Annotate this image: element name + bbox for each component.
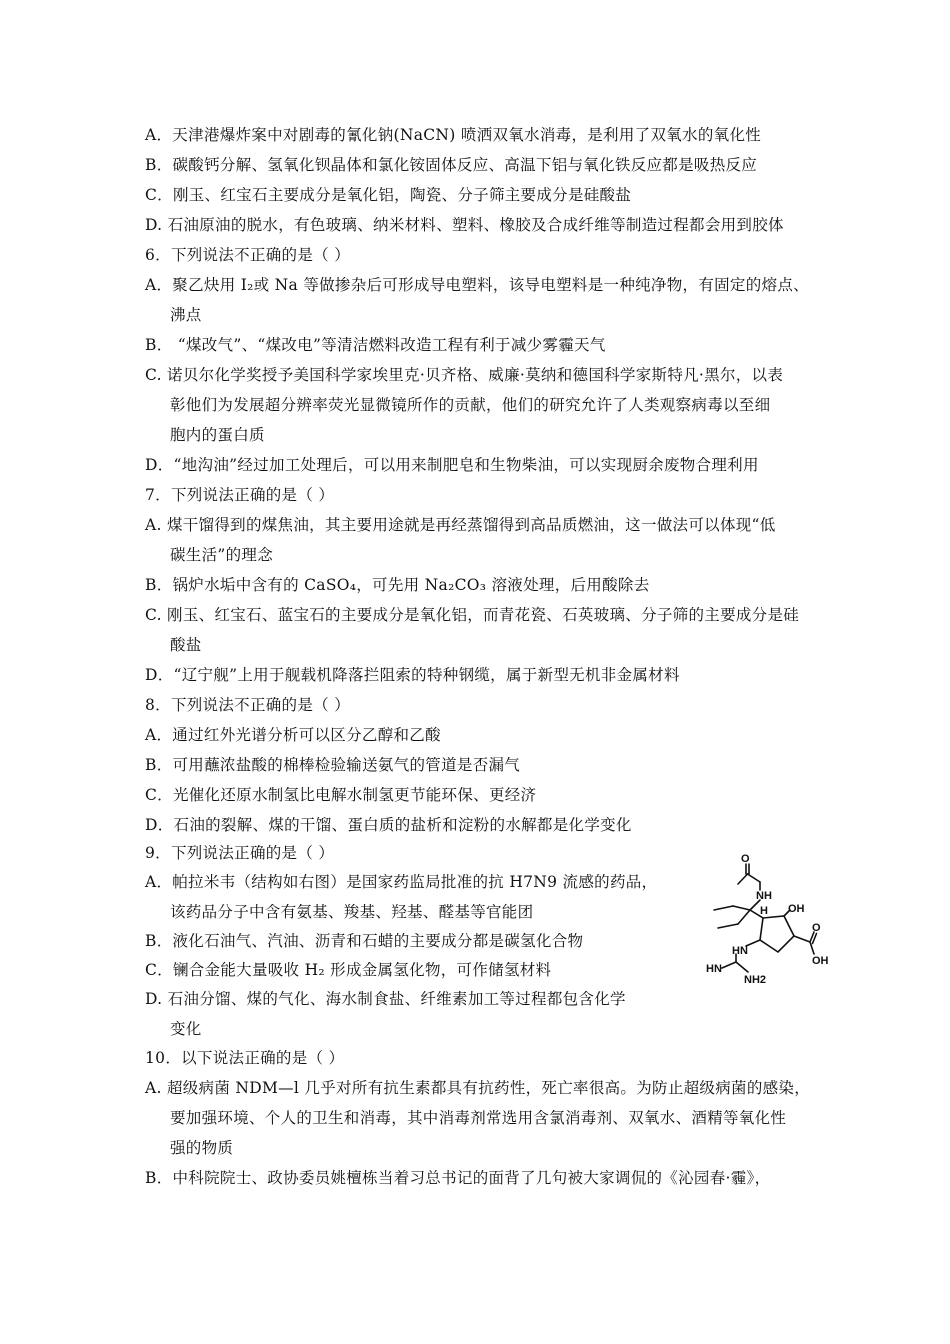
- option-5a: A．天津港爆炸案中对剧毒的氰化钠(NaCN) 喷洒双氧水消毒，是利用了双氧水的氧化性: [145, 126, 762, 144]
- option-8b: B．可用蘸浓盐酸的棉棒检验输送氨气的管道是否漏气: [145, 756, 521, 774]
- option-8a: A．通过红外光谱分析可以区分乙醇和乙酸: [145, 726, 441, 744]
- option-10a-cont2: 强的物质: [170, 1139, 234, 1157]
- option-5d: D. 石油原油的脱水，有色玻璃、纳米材料、塑料、橡胶及合成纤维等制造过程都会用到胶体: [145, 216, 784, 234]
- option-6a-cont: 沸点: [170, 306, 202, 324]
- option-9a: A．帕拉米韦（结构如右图）是国家药监局批准的抗 H7N9 流感的药品，: [145, 873, 658, 891]
- question-6: 6．下列说法不正确的是（ ）: [145, 246, 350, 264]
- label-o-acid: O: [812, 922, 821, 934]
- option-7d: D．“辽宁舰”上用于舰载机降落拦阻索的特种钢缆，属于新型无机非金属材料: [145, 666, 680, 684]
- option-6c: C. 诺贝尔化学奖授予美国科学家埃里克·贝齐格、威廉·莫纳和德国科学家斯特凡·黑尔，以表: [145, 366, 784, 384]
- option-7b: B．锅炉水垢中含有的 CaSO₄，可先用 Na₂CO₃ 溶液处理，后用酸除去: [145, 576, 650, 594]
- option-7c: C. 刚玉、红宝石、蓝宝石的主要成分是氧化铝，而青花瓷、石英玻璃、分子筛的主要成分是硅: [145, 606, 800, 624]
- label-oh-acid: OH: [812, 955, 829, 967]
- option-6c-cont2: 胞内的蛋白质: [170, 426, 265, 444]
- question-7: 7．下列说法正确的是（ ）: [145, 486, 335, 504]
- option-5b: B．碳酸钙分解、氢氧化钡晶体和氯化铵固体反应、高温下铝与氧化铁反应都是吸热反应: [145, 156, 758, 174]
- label-hn-imine: HN: [706, 963, 722, 975]
- option-8c: C．光催化还原水制氢比电解水制氢更节能环保、更经济: [145, 786, 537, 804]
- option-9b: B．液化石油气、汽油、沥青和石蜡的主要成分都是碳氢化合物: [145, 932, 584, 950]
- option-7c-cont: 酸盐: [170, 636, 202, 654]
- option-5c: C．刚玉、红宝石主要成分是氧化铝，陶瓷、分子筛主要成分是硅酸盐: [145, 186, 632, 204]
- option-8d: D．石油的裂解、煤的干馏、蛋白质的盐析和淀粉的水解都是化学变化: [145, 816, 632, 834]
- option-6a: A．聚乙炔用 I₂或 Na 等做掺杂后可形成导电塑料，该导电塑料是一种纯净物，有固定的熔点、: [145, 276, 809, 294]
- peramivir-structure-figure: [688, 850, 838, 990]
- option-9d-cont: 变化: [170, 1020, 202, 1038]
- option-10a-cont1: 要加强环境、个人的卫生和消毒，其中消毒剂常选用含氯消毒剂、双氧水、酒精等氧化性: [170, 1109, 787, 1127]
- option-7a-cont: 碳生活”的理念: [170, 546, 274, 564]
- option-7a: A. 煤干馏得到的煤焦油，其主要用途就是再经蒸馏得到高品质燃油，这一做法可以体现“低: [145, 516, 776, 534]
- option-9d: D. 石油分馏、煤的气化、海水制食盐、纤维素加工等过程都包含化学: [145, 990, 626, 1008]
- label-oh-ring: OH: [788, 903, 805, 915]
- label-nh2: NH2: [744, 974, 767, 986]
- question-9: 9．下列说法正确的是（ ）: [145, 844, 335, 862]
- option-6d: D．“地沟油”经过加工处理后，可以用来制肥皂和生物柴油，可以实现厨余废物合理利用: [145, 456, 759, 474]
- option-6b: B． “煤改气”、“煤改电”等清洁燃料改造工程有利于减少雾霾天气: [145, 336, 606, 354]
- option-9c: C．镧合金能大量吸收 H₂ 形成金属氢化物，可作储氢材料: [145, 961, 552, 979]
- label-o-acetyl: O: [741, 853, 750, 865]
- label-h-stereo: H: [760, 905, 768, 917]
- label-hn-ring: HN: [732, 945, 748, 957]
- option-10a: A. 超级病菌 NDM—l 几乎对所有抗生素都具有抗药性，死亡率很高。为防止超级病菌的感染，: [145, 1079, 811, 1097]
- option-10b: B．中科院院士、政协委员姚檀栋当着习总书记的面背了几句被大家调侃的《沁园春·霾》，: [145, 1169, 771, 1187]
- option-9a-cont: 该药品分子中含有氨基、羧基、羟基、醛基等官能团: [170, 903, 534, 921]
- question-10: 10．以下说法正确的是（ ）: [145, 1049, 345, 1067]
- label-nh-amide: NH: [756, 890, 772, 902]
- option-6c-cont1: 彰他们为发展超分辨率荧光显微镜所作的贡献，他们的研究允许了人类观察病毒以至细: [170, 396, 771, 414]
- question-8: 8．下列说法不正确的是（ ）: [145, 696, 350, 714]
